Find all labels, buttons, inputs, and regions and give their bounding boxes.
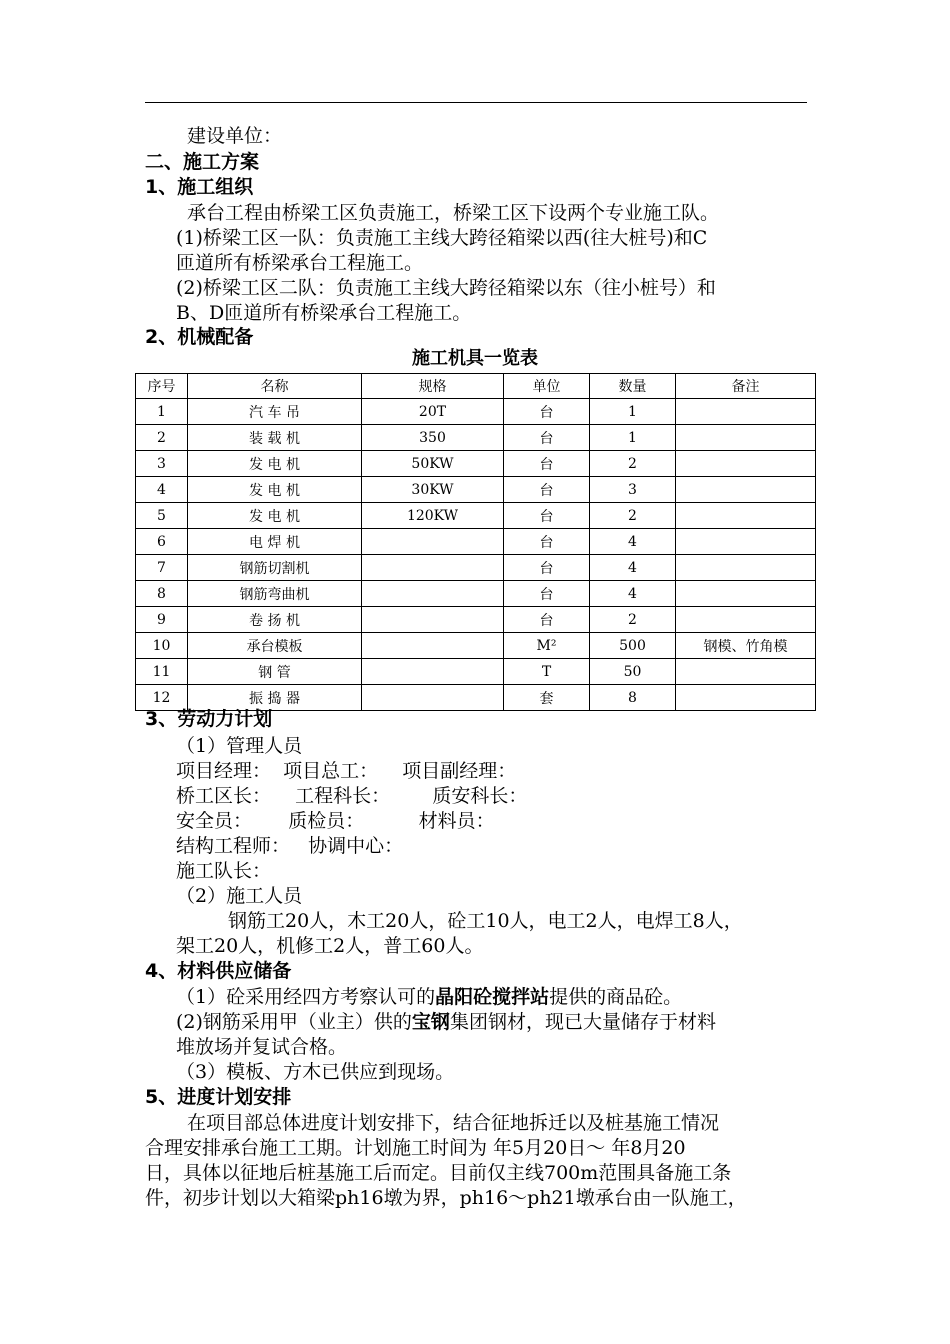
section-title-construction-plan: 二、施工方案 — [145, 151, 260, 173]
cell-note — [676, 555, 816, 581]
cell-note: 钢模、竹角模 — [676, 633, 816, 659]
cell-name: 汽 车 吊 — [188, 399, 362, 425]
labor-mgmt-title: （1）管理人员 — [176, 735, 303, 757]
cell-no: 10 — [136, 633, 188, 659]
client-line: 建设单位： — [187, 125, 283, 147]
schedule-line-1: 在项目部总体进度计划安排下，结合征地拆迁以及桩基施工情况 — [187, 1112, 720, 1134]
cell-no: 8 — [136, 581, 188, 607]
cell-note — [676, 451, 816, 477]
column-header-name: 名称 — [188, 374, 362, 399]
header-rule — [145, 102, 807, 103]
cell-qty: 50 — [590, 659, 676, 685]
table-row — [136, 659, 816, 685]
labor-mgmt-line-3: 安全员： 质检员： 材料员： — [176, 810, 495, 832]
table-header-row — [136, 374, 816, 399]
labor-mgmt-line-4: 结构工程师： 协调中心： — [176, 835, 404, 857]
cell-name: 发 电 机 — [188, 503, 362, 529]
cell-unit: 台 — [504, 477, 590, 503]
cell-unit: T — [504, 659, 590, 685]
org-paragraph-1: 承台工程由桥梁工区负责施工，桥梁工区下设两个专业施工队。 — [187, 202, 720, 224]
materials-line-3: 堆放场并复试合格。 — [176, 1036, 348, 1058]
table-row — [136, 633, 816, 659]
cell-qty: 4 — [590, 555, 676, 581]
table-row — [136, 425, 816, 451]
cell-no: 3 — [136, 451, 188, 477]
materials-line-1-a: （1）砼采用经四方考察认可的 — [176, 986, 436, 1008]
table-row — [136, 555, 816, 581]
supplier-concrete-name: 晶阳砼搅拌站 — [435, 986, 550, 1008]
cell-qty: 3 — [590, 477, 676, 503]
table-row — [136, 451, 816, 477]
cell-note — [676, 659, 816, 685]
labor-mgmt-line-1: 项目经理： 项目总工： 项目副经理： — [176, 760, 517, 782]
cell-spec: 20T — [362, 399, 504, 425]
subsection-title-schedule: 5、进度计划安排 — [145, 1086, 292, 1108]
table-row — [136, 399, 816, 425]
cell-spec: 50KW — [362, 451, 504, 477]
labor-workers-line-1: 钢筋工20人，木工20人，砼工10人，电工2人，电焊工8人， — [228, 910, 743, 932]
cell-no: 7 — [136, 555, 188, 581]
cell-qty: 4 — [590, 529, 676, 555]
cell-note — [676, 503, 816, 529]
cell-spec — [362, 607, 504, 633]
schedule-line-2: 合理安排承台施工工期。计划施工时间为 年5月20日～ 年8月20 — [145, 1137, 686, 1159]
cell-no: 2 — [136, 425, 188, 451]
cell-note — [676, 477, 816, 503]
cell-qty: 2 — [590, 503, 676, 529]
cell-unit: 台 — [504, 555, 590, 581]
materials-line-2 — [176, 1009, 716, 1035]
cell-name: 装 载 机 — [188, 425, 362, 451]
cell-spec — [362, 529, 504, 555]
column-header-no: 序号 — [136, 374, 188, 399]
materials-line-1-c: 提供的商品砼。 — [549, 986, 683, 1008]
materials-line-2-c: 集团钢材，现已大量储存于材料 — [449, 1011, 716, 1033]
cell-unit: 台 — [504, 399, 590, 425]
org-team2-line-2: B、D匝道所有桥梁承台工程施工。 — [176, 302, 472, 324]
cell-name: 发 电 机 — [188, 451, 362, 477]
cell-note — [676, 425, 816, 451]
materials-line-2-a: (2)钢筋采用甲（业主）供的 — [176, 1011, 412, 1033]
materials-line-4: （3）模板、方木已供应到现场。 — [176, 1061, 455, 1083]
cell-unit: 套 — [504, 685, 590, 711]
subsection-title-organization: 1、施工组织 — [145, 176, 254, 198]
cell-name: 承台模板 — [188, 633, 362, 659]
cell-name: 振 捣 器 — [188, 685, 362, 711]
cell-qty: 1 — [590, 399, 676, 425]
cell-note — [676, 529, 816, 555]
cell-name: 钢筋弯曲机 — [188, 581, 362, 607]
cell-no: 11 — [136, 659, 188, 685]
subsection-title-materials: 4、材料供应储备 — [145, 960, 292, 982]
cell-unit: 台 — [504, 607, 590, 633]
supplier-steel-name: 宝钢 — [411, 1011, 450, 1033]
labor-mgmt-line-2: 桥工区长： 工程科长： 质安科长： — [176, 785, 528, 807]
cell-unit: 台 — [504, 529, 590, 555]
cell-unit: M² — [504, 633, 590, 659]
cell-spec: 350 — [362, 425, 504, 451]
table-row — [136, 503, 816, 529]
cell-no: 4 — [136, 477, 188, 503]
cell-no: 5 — [136, 503, 188, 529]
cell-qty: 2 — [590, 451, 676, 477]
column-header-unit: 单位 — [504, 374, 590, 399]
cell-unit: 台 — [504, 451, 590, 477]
cell-name: 发 电 机 — [188, 477, 362, 503]
cell-no: 9 — [136, 607, 188, 633]
table-row — [136, 529, 816, 555]
cell-unit: 台 — [504, 425, 590, 451]
cell-spec: 120KW — [362, 503, 504, 529]
table-row — [136, 607, 816, 633]
table-row — [136, 477, 816, 503]
cell-name: 钢 管 — [188, 659, 362, 685]
cell-spec — [362, 555, 504, 581]
schedule-line-3: 日，具体以征地后桩基施工后而定。目前仅主线700m范围具备施工条 — [145, 1162, 732, 1184]
cell-note — [676, 399, 816, 425]
cell-qty: 8 — [590, 685, 676, 711]
cell-qty: 500 — [590, 633, 676, 659]
cell-spec — [362, 581, 504, 607]
subsection-title-equipment: 2、机械配备 — [145, 326, 254, 348]
cell-spec: 30KW — [362, 477, 504, 503]
equipment-table-title: 施工机具一览表 — [412, 348, 538, 369]
table-row — [136, 581, 816, 607]
column-header-spec: 规格 — [362, 374, 504, 399]
cell-name: 卷 扬 机 — [188, 607, 362, 633]
cell-spec — [362, 633, 504, 659]
org-team2-line-1: (2)桥梁工区二队：负责施工主线大跨径箱梁以东（往小桩号）和 — [176, 277, 716, 299]
labor-workers-line-2: 架工20人，机修工2人，普工60人。 — [176, 935, 484, 957]
schedule-line-4: 件，初步计划以大箱梁ph16墩为界，ph16～ph21墩承台由一队施工， — [145, 1187, 747, 1209]
cell-qty: 1 — [590, 425, 676, 451]
materials-line-1 — [176, 984, 682, 1010]
org-team1-line-1: (1)桥梁工区一队：负责施工主线大跨径箱梁以西(往大桩号)和C — [176, 227, 708, 249]
cell-note — [676, 685, 816, 711]
org-team1-line-2: 匝道所有桥梁承台工程施工。 — [176, 252, 424, 274]
cell-no: 12 — [136, 685, 188, 711]
cell-name: 电 焊 机 — [188, 529, 362, 555]
cell-note — [676, 581, 816, 607]
column-header-note: 备注 — [676, 374, 816, 399]
cell-qty: 2 — [590, 607, 676, 633]
cell-note — [676, 607, 816, 633]
labor-mgmt-line-5: 施工队长： — [176, 860, 272, 882]
cell-unit: 台 — [504, 503, 590, 529]
cell-spec — [362, 659, 504, 685]
cell-no: 1 — [136, 399, 188, 425]
cell-unit: 台 — [504, 581, 590, 607]
cell-no: 6 — [136, 529, 188, 555]
cell-qty: 4 — [590, 581, 676, 607]
equipment-table — [135, 373, 816, 711]
subsection-title-labor: 3、劳动力计划 — [145, 708, 273, 730]
cell-spec — [362, 685, 504, 711]
labor-workers-title: （2）施工人员 — [176, 885, 303, 907]
column-header-qty: 数量 — [590, 374, 676, 399]
cell-name: 钢筋切割机 — [188, 555, 362, 581]
